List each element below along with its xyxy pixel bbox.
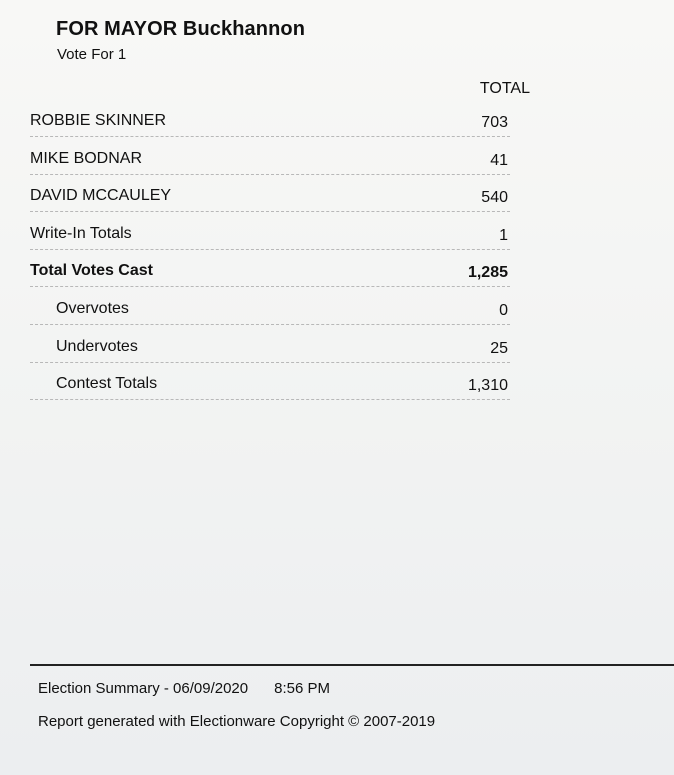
row-value: 0 [499, 301, 508, 319]
row-value: 1,285 [467, 264, 508, 282]
row-label: ROBBIE SKINNER [30, 112, 167, 129]
row-value: 703 [481, 114, 508, 131]
row-label: DAVID MCCAULEY [30, 187, 172, 205]
row-label: Write-In Totals [30, 224, 132, 242]
footer-summary [38, 680, 330, 697]
row-value: 25 [490, 339, 508, 357]
table-row-overvotes [30, 287, 510, 325]
table-row-contest-totals [30, 363, 510, 401]
row-value: 1,310 [467, 377, 508, 395]
table-row-candidate [30, 175, 510, 213]
table-row-write-in [30, 212, 510, 250]
footer-copyright: Report generated with Electionware Copyright © 2007-2019 [38, 713, 436, 730]
table-row-undervotes [30, 325, 510, 363]
row-value: 1 [499, 226, 508, 244]
row-label: MIKE BODNAR [30, 149, 143, 167]
footer-divider [30, 664, 674, 666]
table-row-candidate [30, 137, 510, 175]
results-table [30, 104, 510, 400]
row-value: 540 [481, 189, 508, 207]
row-label: Contest Totals [56, 375, 158, 393]
column-header-total: TOTAL [479, 80, 530, 97]
table-row-candidate [30, 104, 510, 137]
row-value: 41 [490, 151, 508, 169]
contest-title: FOR MAYOR Buckhannon [56, 18, 306, 40]
summary-label: Election Summary - 06/09/2020 [38, 680, 249, 697]
row-label: Overvotes [56, 299, 129, 317]
row-label: Total Votes Cast [30, 262, 153, 280]
summary-time: 8:56 PM [274, 680, 330, 697]
contest-subtitle: Vote For 1 [57, 46, 127, 63]
row-label: Undervotes [56, 337, 138, 355]
table-row-total-votes-cast [30, 250, 510, 288]
